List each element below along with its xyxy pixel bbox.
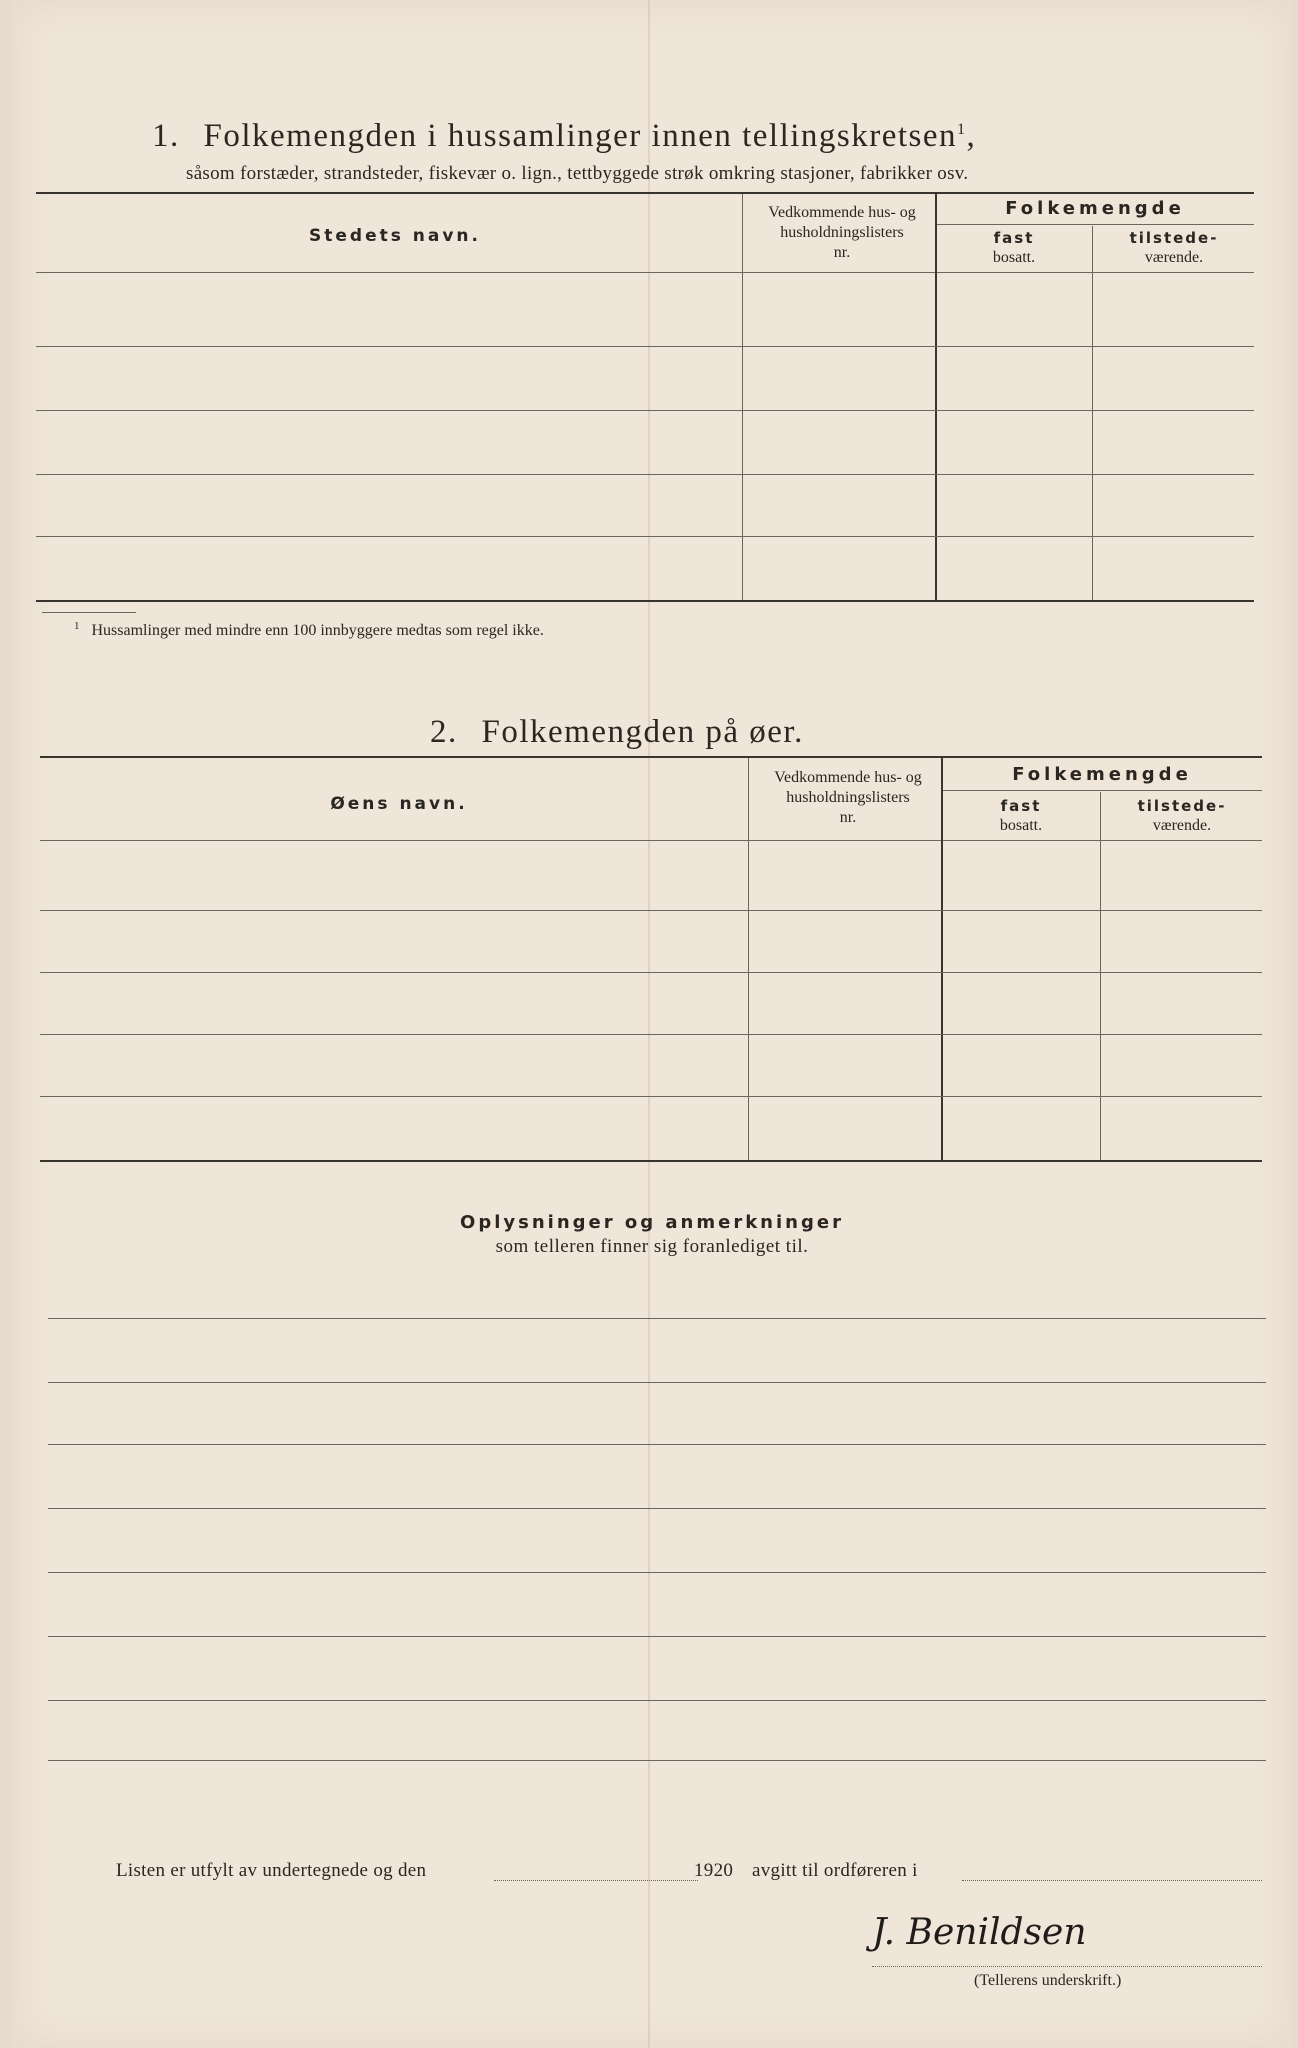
section2-row-line [40,910,1262,911]
remarks-line [48,1636,1266,1637]
section1-row-line [36,536,1254,537]
section2-number: 2. [430,714,458,750]
section1-col-folkemengde: Folkemengde [1005,198,1185,219]
handwritten-signature: J. Benildsen [872,1912,1087,1953]
section1-col-bosatt-label: bosatt. [992,249,1036,266]
section1-col-lists-line2: husholdningslisters [780,224,904,241]
section2-row-line [40,1096,1262,1097]
section1-table-bottom [36,600,1254,602]
section2-col-fast [942,796,1100,836]
section2-col-lists-line1: Vedkommende hus- og [774,769,922,786]
signature-line-start: Listen er utfylt av undertegnede og den [116,1860,427,1881]
section2-col-fast-label: fast [1000,797,1042,815]
section1-header-bottom [36,272,1254,273]
remarks-line [48,1382,1266,1383]
remarks-line [48,1760,1266,1761]
municipality-blank [962,1880,1262,1881]
section1-subtitle: såsom forstæder, strandsteder, fiskevær o. lign., tettbyggede strøk omkring stasjoner, fabrikker osv. [186,163,969,184]
section1-col-fast-label: fast [993,229,1035,247]
remarks-heading: Oplysninger og anmerkninger [460,1212,844,1233]
section2-row-line [40,972,1262,973]
signature-year: 1920 [694,1860,734,1881]
section1-row-line [36,410,1254,411]
section2-header-bottom [40,840,1262,841]
section1-col-tilstede-label: tilstede- [1129,229,1219,247]
section1-col-tilstede [1094,228,1254,268]
section1-vline-3 [1092,226,1093,600]
footnote-text: Hussamlinger med mindre enn 100 innbyggere medtas som regel ikke. [91,622,544,640]
section1-folk-divider [936,224,1254,225]
footnote-mark: 1 [74,620,80,632]
remarks-subheading: som telleren finner sig foranlediget til. [495,1236,809,1257]
section2-col-tilstede [1102,796,1262,836]
section1-col-place: Stedets navn. [309,226,481,246]
section2-table-top [40,756,1262,758]
section1-table-top [36,192,1254,194]
date-blank [494,1880,698,1881]
section1-title-text: Folkemengden i hussamlinger innen tellingskretsen [203,118,958,154]
remarks-line [48,1700,1266,1701]
section1-col-lists [742,203,942,263]
remarks-line [48,1318,1266,1319]
remarks-line [48,1508,1266,1509]
paper-fold [648,0,650,2048]
section2-col-tilstede-label: tilstede- [1137,797,1227,815]
section1-title-end: , [966,118,977,154]
signature-line-mid: avgitt til ordføreren i [752,1860,918,1881]
section1-footnote [74,620,544,640]
remarks-line [48,1444,1266,1445]
footnote-rule [42,612,136,613]
section2-col-place: Øens navn. [330,794,468,814]
section1-col-fast [936,228,1092,268]
section1-title [152,118,976,155]
section1-col-vaerende-label: værende. [1144,249,1204,266]
section2-col-lists [748,768,948,828]
census-form-page [12,0,1292,2048]
section1-title-sup: 1 [957,121,967,138]
section2-row-line [40,1034,1262,1035]
section1-number: 1. [152,118,180,154]
section2-title-text: Folkemengden på øer. [481,714,804,750]
section2-col-folkemengde: Folkemengde [1012,764,1192,785]
section2-vline-3 [1100,792,1101,1160]
section2-col-bosatt-label: bosatt. [999,817,1043,834]
section2-col-vaerende-label: værende. [1152,817,1212,834]
section2-vline-1 [748,758,749,1160]
signature-caption: (Tellerens underskrift.) [974,1972,1122,1989]
section1-row-line [36,346,1254,347]
remarks-line [48,1572,1266,1573]
section1-vline-2 [935,194,937,600]
section1-vline-1 [742,194,743,600]
section1-col-lists-line1: Vedkommende hus- og [768,204,916,221]
section2-folk-divider [942,790,1262,791]
section2-vline-2 [941,758,943,1160]
section2-table-bottom [40,1160,1262,1162]
signature-blank [872,1966,1262,1967]
section2-col-lists-line2: husholdningslisters [786,789,910,806]
section2-col-lists-line3: nr. [839,809,857,826]
section2-title [430,714,804,751]
section1-col-lists-line3: nr. [833,244,851,261]
section1-row-line [36,474,1254,475]
